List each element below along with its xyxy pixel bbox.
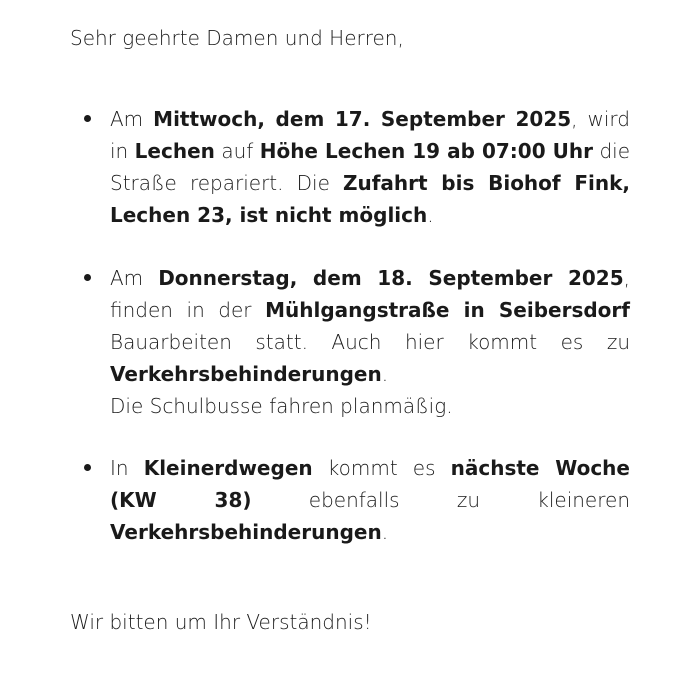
body-text: Bauarbeiten statt. Auch hier kommt es zu	[110, 330, 630, 354]
body-text: .	[427, 203, 434, 227]
list-item	[110, 452, 630, 548]
emphasis-text: Mühlgangstraße in Seibersdorf	[265, 298, 630, 322]
emphasis-text: nächste Woche (KW 38)	[110, 456, 630, 512]
list-item	[110, 103, 630, 231]
emphasis-text: Zufahrt bis Biohof Fink, Lechen 23, ist nicht möglich	[110, 171, 630, 227]
list-item-text	[110, 107, 630, 227]
bullet-icon	[84, 274, 91, 281]
body-text: .	[381, 362, 389, 386]
emphasis-text: Donnerstag, dem 18. September 2025	[158, 266, 624, 290]
emphasis-text: Kleinerdwegen	[143, 456, 313, 480]
body-text: kommt es	[312, 456, 451, 480]
greeting: Sehr geehrte Damen und Herren,	[70, 26, 404, 50]
body-text: auf	[214, 139, 260, 163]
body-text: , wird in	[110, 107, 631, 163]
list-item-text	[110, 456, 630, 544]
body-text: ebenfalls zu kleineren	[251, 488, 630, 512]
closing: Wir bitten um Ihr Verständnis!	[70, 610, 372, 634]
bullet-icon	[84, 115, 91, 122]
bullet-icon	[84, 464, 91, 471]
list-item-text	[110, 266, 630, 386]
body-text: In	[110, 456, 144, 480]
emphasis-text: Verkehrsbehinderungen	[110, 520, 382, 544]
body-text: , finden in der	[110, 266, 630, 322]
body-text: die Straße repariert. Die	[110, 139, 630, 195]
body-text: Am	[110, 107, 154, 131]
body-text: Am	[110, 266, 159, 290]
body-text: .	[381, 520, 389, 544]
emphasis-text: Höhe Lechen 19 ab 07:00 Uhr	[259, 139, 594, 163]
list-item	[110, 262, 630, 422]
emphasis-text: Verkehrsbehinderungen	[110, 362, 382, 386]
emphasis-text: Lechen	[134, 139, 215, 163]
list-item-extra-line: Die Schulbusse fahren planmäßig.	[110, 394, 453, 418]
emphasis-text: Mittwoch, dem 17. September 2025	[153, 107, 572, 131]
